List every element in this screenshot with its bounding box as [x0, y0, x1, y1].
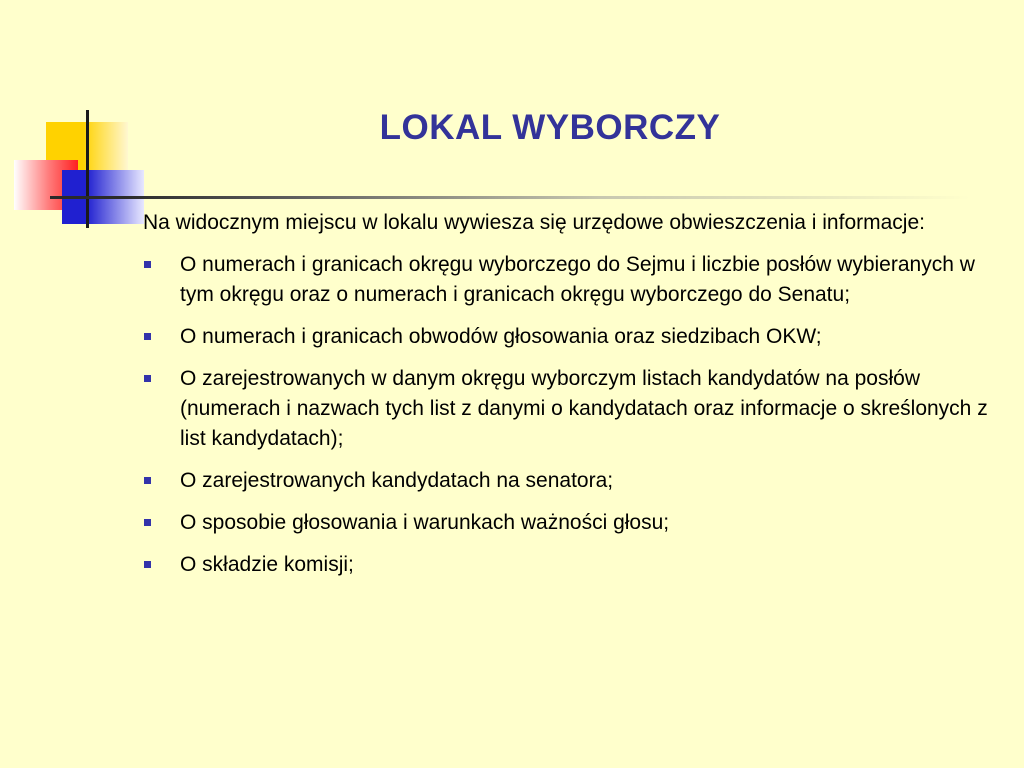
list-item	[143, 508, 993, 538]
list-item-text: O zarejestrowanych w danym okręgu wyborczym listach kandydatów na posłów (numerach i nazwach tych list z danymi o kandydatach oraz informacje o skreślonych z list kandydatach);	[180, 367, 988, 450]
list-item	[143, 322, 993, 352]
list-item-text: O numerach i granicach okręgu wyborczego do Sejmu i liczbie posłów wybieranych w tym okręgu oraz o numerach i granicach okręgu wyborczego do Senatu;	[180, 253, 975, 306]
vertical-line	[86, 110, 89, 228]
square-bullet-icon	[144, 375, 151, 382]
square-bullet-icon	[144, 519, 151, 526]
square-bullet-icon	[144, 261, 151, 268]
list-item-text: O składzie komisji;	[180, 553, 354, 576]
list-item-text: O zarejestrowanych kandydatach na senatora;	[180, 469, 614, 492]
decorative-squares	[0, 0, 160, 240]
list-item-text: O numerach i granicach obwodów głosowania oraz siedzibach OKW;	[180, 325, 822, 348]
bullet-list	[143, 250, 993, 580]
slide-title: LOKAL WYBORCZY	[379, 108, 721, 147]
square-bullet-icon	[144, 333, 151, 340]
list-item	[143, 550, 993, 580]
list-item	[143, 364, 993, 454]
square-bullet-icon	[144, 477, 151, 484]
intro-text: Na widocznym miejscu w lokalu wywiesza się urzędowe obwieszczenia i informacje:	[143, 211, 925, 234]
square-bullet-icon	[144, 561, 151, 568]
list-item	[143, 250, 993, 310]
slide-content	[143, 208, 993, 592]
list-item	[143, 466, 993, 496]
list-item-text: O sposobie głosowania i warunkach ważności głosu;	[180, 511, 670, 534]
title-divider	[50, 196, 970, 199]
